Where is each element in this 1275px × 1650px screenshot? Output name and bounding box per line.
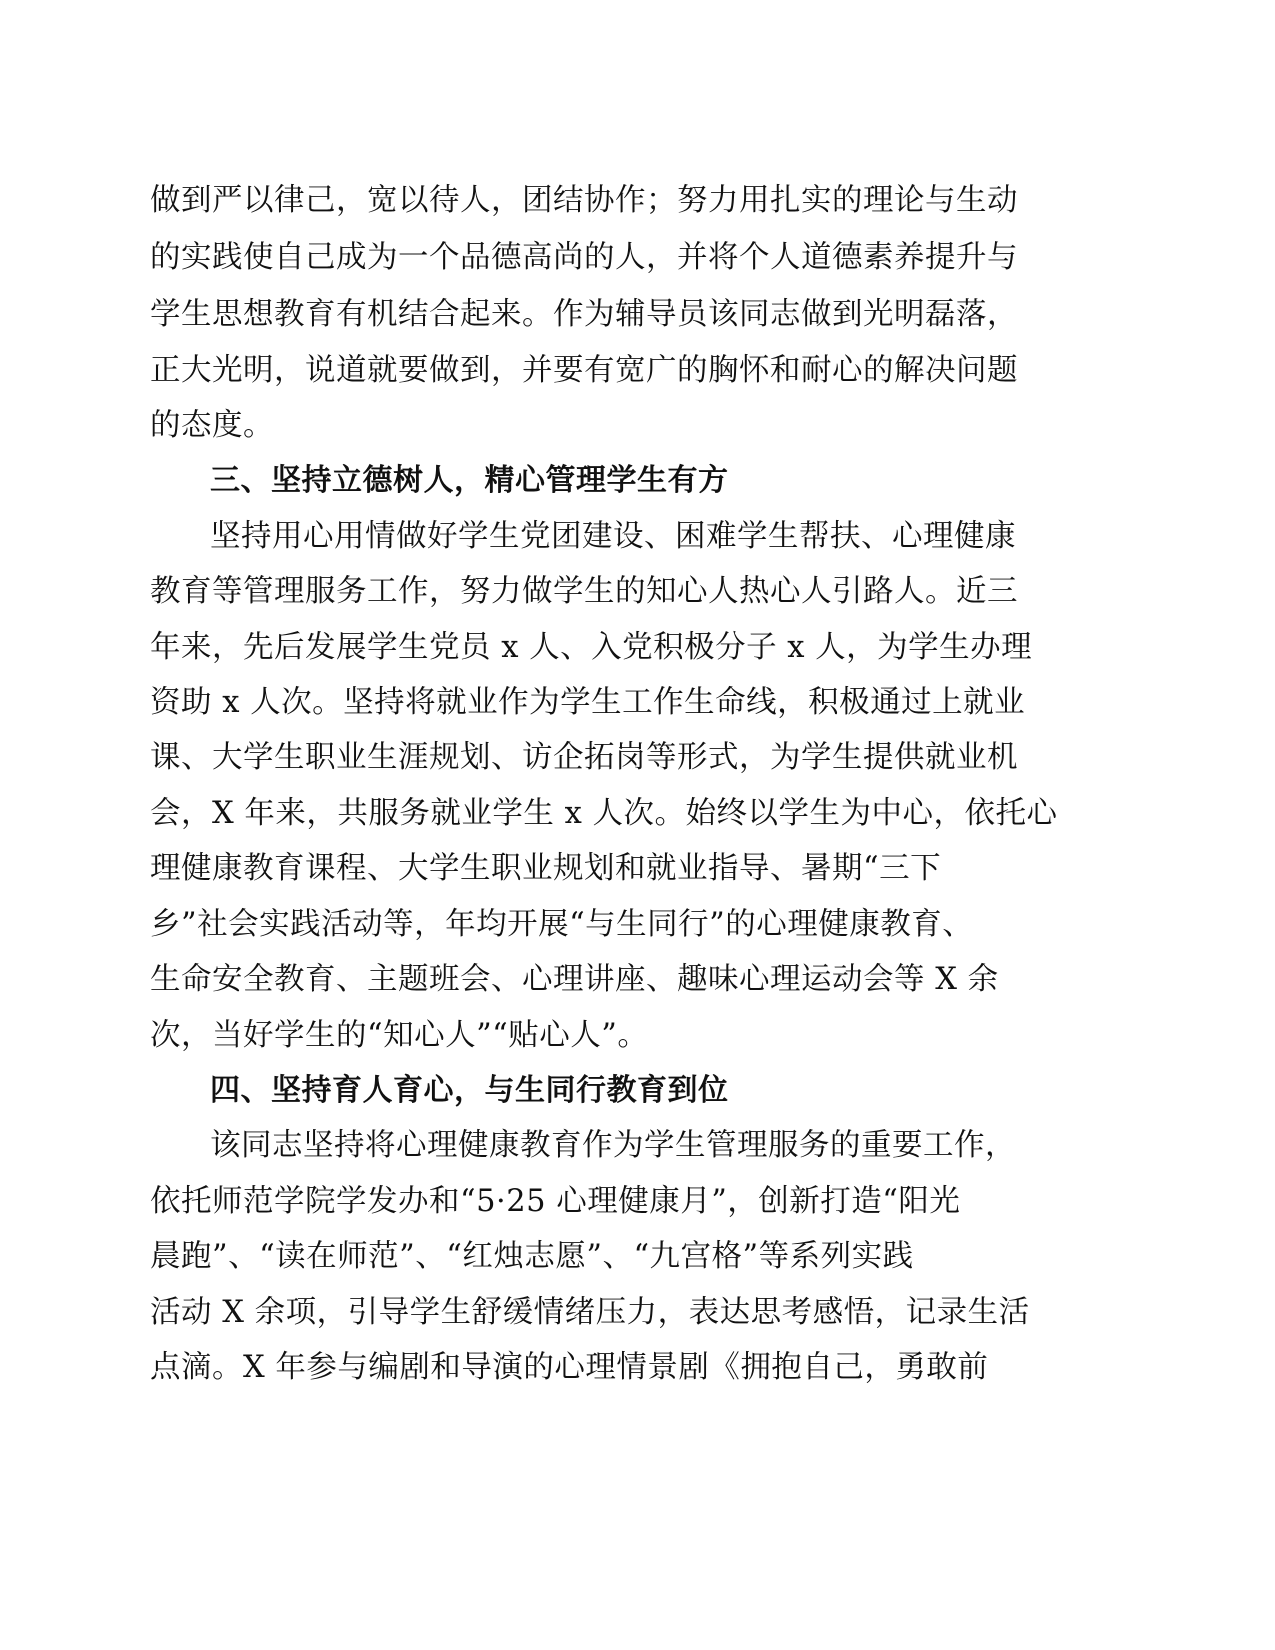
- text-line: 点滴。X 年参与编剧和导演的心理情景剧《拥抱自己，勇敢前: [150, 1350, 989, 1385]
- text-line: 的实践使自己成为一个品德高尚的人，并将个人道德素养提升与: [150, 240, 1018, 275]
- paragraph-start: 该同志坚持将心理健康教育作为学生管理服务的重要工作，: [210, 1128, 1016, 1163]
- text-line: 生命安全教育、主题班会、心理讲座、趣味心理运动会等 X 余: [150, 962, 999, 997]
- text-line: 次，当好学生的“知心人”“贴心人”。: [150, 1018, 649, 1053]
- text-line: 乡”社会实践活动等，年均开展“与生同行”的心理健康教育、: [150, 907, 974, 942]
- text-line: 的态度。: [150, 408, 274, 443]
- text-line: 学生思想教育有机结合起来。作为辅导员该同志做到光明磊落，: [150, 297, 1018, 332]
- text-line: 依托师范学院学发办和“5·25 心理健康月”，创新打造“阳光: [150, 1184, 961, 1219]
- text-line: 晨跑”、“读在师范”、“红烛志愿”、“九宫格”等系列实践: [150, 1239, 914, 1274]
- text-line: 会，X 年来，共服务就业学生 x 人次。始终以学生为中心，依托心: [150, 796, 1058, 831]
- text-line: 年来，先后发展学生党员 x 人、入党积极分子 x 人，为学生办理: [150, 630, 1033, 665]
- text-line: 教育等管理服务工作，努力做学生的知心人热心人引路人。近三: [150, 574, 1018, 609]
- text-line: 活动 X 余项，引导学生舒缓情绪压力，表达思考感悟，记录生活: [150, 1295, 1030, 1330]
- section-heading-4: 四、坚持育人育心，与生同行教育到位: [210, 1073, 729, 1108]
- text-line: 课、大学生职业生涯规划、访企拓岗等形式，为学生提供就业机: [150, 740, 1018, 775]
- text-line: 资助 x 人次。坚持将就业作为学生工作生命线，积极通过上就业: [150, 685, 1026, 720]
- text-line: 理健康教育课程、大学生职业规划和就业指导、暑期“三下: [150, 851, 942, 886]
- text-line: 做到严以律己，宽以待人，团结协作；努力用扎实的理论与生动: [150, 183, 1018, 218]
- section-heading-3: 三、坚持立德树人，精心管理学生有方: [210, 463, 729, 498]
- text-line: 正大光明，说道就要做到，并要有宽广的胸怀和耐心的解决问题: [150, 353, 1018, 388]
- paragraph-start: 坚持用心用情做好学生党团建设、困难学生帮扶、心理健康: [210, 519, 1016, 554]
